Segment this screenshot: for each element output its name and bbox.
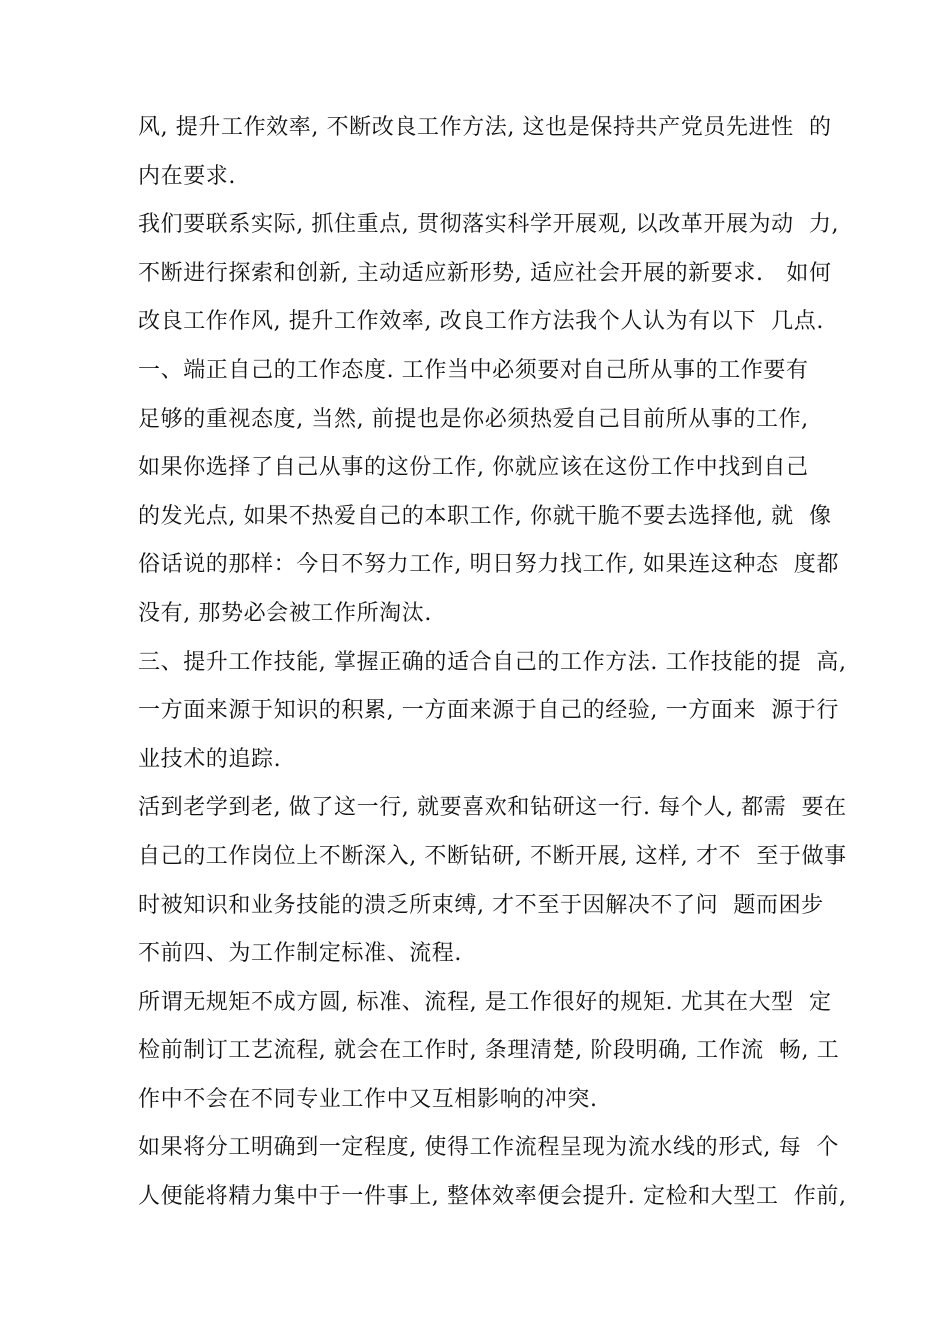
text-line: 我们要联系实际, 抓住重点, 贯彻落实科学开展观, 以改革开展为动 力,	[138, 212, 840, 238]
text-line: 三、提升工作技能, 掌握正确的适合自己的工作方法. 工作技能的提 高,	[138, 649, 847, 675]
text-line: 内在要求.	[138, 163, 236, 189]
text-line: 一方面来源于知识的积累, 一方面来源于自己的经验, 一方面来 源于行	[138, 698, 839, 724]
text-line: 一、端正自己的工作态度. 工作当中必须要对自己所从事的工作要有	[138, 357, 809, 383]
text-line: 作中不会在不同专业工作中又互相影响的冲突.	[138, 1086, 598, 1112]
text-line: 业技术的追踪.	[138, 746, 282, 772]
text-line: 改良工作作风, 提升工作效率, 改良工作方法我个人认为有以下 几点.	[138, 309, 824, 335]
text-line: 如果将分工明确到一定程度, 使得工作流程呈现为流水线的形式, 每 个	[138, 1135, 839, 1161]
text-line: 自己的工作岗位上不断深入, 不断钻研, 不断开展, 这样, 才不 至于做事	[138, 843, 847, 869]
text-line: 的发光点, 如果不热爱自己的本职工作, 你就干脆不要去选择他, 就 像	[138, 503, 832, 529]
text-line: 足够的重视态度, 当然, 前提也是你必须热爱自己目前所从事的工作,	[138, 406, 809, 432]
body-text	[138, 104, 847, 1222]
text-line: 人便能将精力集中于一件事上, 整体效率便会提升. 定检和大型工 作前,	[138, 1184, 847, 1210]
text-line: 如果你选择了自己从事的这份工作, 你就应该在这份工作中找到自己	[138, 455, 809, 481]
text-line: 不断进行探索和创新, 主动适应新形势, 适应社会开展的新要求. 如何	[138, 260, 832, 286]
text-line: 俗话说的那样：今日不努力工作, 明日努力找工作, 如果连这种态 度都	[138, 552, 839, 578]
text-line: 时被知识和业务技能的溃乏所束缚, 才不至于因解决不了问 题而困步	[138, 892, 824, 918]
text-line: 所谓无规矩不成方圆, 标准、流程, 是工作很好的规矩. 尤其在大型 定	[138, 989, 832, 1015]
text-line: 不前四、为工作制定标准、流程.	[138, 941, 462, 967]
text-line: 检前制订工艺流程, 就会在工作时, 条理清楚, 阶段明确, 工作流 畅, 工	[138, 1038, 840, 1064]
text-line: 没有, 那势必会被工作所淘汰.	[138, 600, 432, 626]
text-line: 风, 提升工作效率, 不断改良工作方法, 这也是保持共产党员先进性 的	[138, 115, 832, 140]
text-line: 活到老学到老, 做了这一行, 就要喜欢和钻研这一行. 每个人, 都需 要在	[138, 795, 847, 821]
